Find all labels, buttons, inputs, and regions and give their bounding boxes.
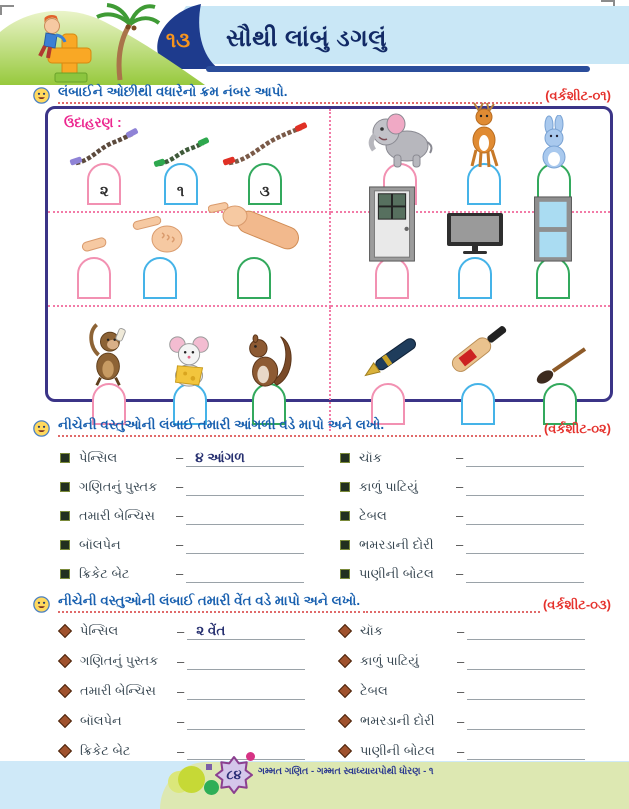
example-item bbox=[82, 319, 136, 425]
finger-icon bbox=[79, 233, 109, 255]
example-cell-objects bbox=[331, 307, 610, 431]
diamond-bullet-icon bbox=[58, 624, 72, 638]
monkey-icon bbox=[82, 319, 136, 389]
elephant-icon bbox=[367, 107, 433, 169]
example-item bbox=[68, 127, 140, 205]
dash: – bbox=[456, 566, 464, 581]
example-item bbox=[534, 115, 574, 205]
square-bullet-icon bbox=[340, 453, 350, 463]
item-label: બૉલપેન bbox=[79, 536, 121, 552]
dash: – bbox=[176, 450, 184, 465]
answer-box[interactable] bbox=[458, 257, 492, 299]
worksheet1-tag: (વર્કશીટ-૦૧) bbox=[545, 88, 611, 103]
list-item bbox=[340, 501, 612, 530]
square-bullet-icon bbox=[340, 540, 350, 550]
example-item bbox=[445, 211, 505, 299]
answer-box[interactable] bbox=[536, 257, 570, 299]
square-bullet-icon bbox=[60, 453, 70, 463]
example-box bbox=[45, 106, 613, 402]
deer-icon bbox=[461, 101, 507, 169]
item-label: ભમરડાની દોરી bbox=[359, 536, 434, 552]
square-bullet-icon bbox=[60, 511, 70, 521]
dash: – bbox=[456, 537, 464, 552]
square-bullet-icon bbox=[60, 540, 70, 550]
example-label: ઉદાહરણ : bbox=[64, 115, 122, 130]
squirrel-icon bbox=[243, 329, 295, 389]
answer-value: ૨ વેંત bbox=[196, 623, 226, 638]
example-cell-furniture bbox=[331, 213, 610, 307]
example-cell-hands bbox=[48, 213, 331, 307]
answer-box[interactable] bbox=[237, 257, 271, 299]
list-item bbox=[60, 472, 340, 501]
item-label: પાણીની બોટલ bbox=[360, 743, 435, 758]
dash: – bbox=[176, 537, 184, 552]
example-item bbox=[132, 209, 188, 299]
mouse-with-cheese-icon bbox=[163, 333, 217, 389]
answer-value: ૪ આંગળ bbox=[195, 449, 245, 465]
item-label: ક્રિકેટ બેટ bbox=[79, 565, 130, 581]
fountain-pen-icon bbox=[352, 329, 424, 389]
diamond-bullet-icon bbox=[338, 624, 352, 638]
answer-line[interactable] bbox=[186, 536, 304, 554]
square-bullet-icon bbox=[60, 569, 70, 579]
item-label: ચૉક bbox=[359, 449, 382, 465]
paint-brush-icon bbox=[531, 343, 589, 389]
dash: – bbox=[456, 450, 464, 465]
item-label: ગણિતનું પુસ્તક bbox=[79, 478, 158, 494]
title-underline-bar bbox=[206, 66, 590, 72]
item-label: ગણિતનું પુસ્તક bbox=[80, 653, 159, 668]
footer-circle-yellow-green bbox=[178, 766, 205, 793]
door-icon bbox=[367, 185, 417, 263]
answer-box[interactable] bbox=[77, 257, 111, 299]
answer-line[interactable] bbox=[186, 507, 304, 525]
answer-line[interactable] bbox=[466, 478, 584, 496]
answer-line[interactable] bbox=[467, 682, 585, 700]
rabbit-icon bbox=[534, 115, 574, 169]
list-item bbox=[340, 676, 612, 706]
answer-line[interactable] bbox=[187, 652, 305, 670]
list-item bbox=[60, 706, 340, 736]
item-label: પેન્સિલ bbox=[80, 623, 119, 638]
list-item bbox=[340, 706, 612, 736]
square-bullet-icon bbox=[60, 482, 70, 492]
dash: – bbox=[457, 743, 465, 759]
arm-icon bbox=[208, 197, 300, 255]
diamond-bullet-icon bbox=[338, 654, 352, 668]
worksheet3-tag: (વર્કશીટ-૦૩) bbox=[542, 597, 611, 612]
smiley-icon bbox=[33, 596, 50, 613]
dash: – bbox=[177, 743, 185, 759]
item-label: ચૉક bbox=[360, 623, 383, 638]
square-bullet-icon bbox=[340, 511, 350, 521]
dotted-leader bbox=[387, 421, 541, 437]
answer-line[interactable] bbox=[467, 652, 585, 670]
answer-line[interactable] bbox=[466, 449, 584, 467]
diamond-bullet-icon bbox=[338, 714, 352, 728]
example-item bbox=[221, 121, 309, 205]
worksheet2-tag: (વર્કશીટ-૦૨) bbox=[543, 421, 611, 436]
dash: – bbox=[177, 653, 185, 669]
item-label: ભમરડાની દોરી bbox=[360, 713, 435, 728]
diamond-bullet-icon bbox=[338, 684, 352, 698]
dash: – bbox=[457, 623, 465, 639]
item-label: તમારી બેન્ચિસ bbox=[80, 683, 156, 698]
list-item bbox=[60, 559, 340, 588]
worksheet2-heading bbox=[33, 417, 611, 437]
example-item bbox=[153, 137, 209, 205]
list-item bbox=[60, 530, 340, 559]
dotted-leader bbox=[363, 597, 540, 613]
answer-box[interactable]: ૨ bbox=[87, 163, 121, 205]
example-item bbox=[208, 197, 300, 299]
list-item bbox=[60, 443, 340, 472]
dash: – bbox=[176, 479, 184, 494]
page-number-badge bbox=[214, 755, 254, 795]
worksheet2-instruction: નીચેની વસ્તુઓની લંબાઈ તમારી આંગળી વડે માપો અને લખો. bbox=[58, 417, 384, 437]
dash: – bbox=[177, 683, 185, 699]
dash: – bbox=[457, 713, 465, 729]
answer-line[interactable] bbox=[466, 565, 584, 583]
rope-short-icon bbox=[153, 137, 209, 169]
cricket-bat-icon bbox=[438, 309, 518, 389]
smiley-icon bbox=[33, 420, 50, 437]
list-item bbox=[340, 646, 612, 676]
example-item bbox=[352, 329, 424, 425]
answer-line[interactable] bbox=[467, 622, 585, 640]
worksheet3-heading bbox=[33, 593, 611, 613]
example-item bbox=[438, 309, 518, 425]
list-item bbox=[340, 616, 612, 646]
diamond-bullet-icon bbox=[58, 744, 72, 758]
example-item bbox=[532, 195, 574, 299]
footer-dot-magenta bbox=[246, 752, 255, 761]
worksheet3-instruction: નીચેની વસ્તુઓની લંબાઈ તમારી વેંત વડે માપો અને લખો. bbox=[58, 593, 360, 613]
dash: – bbox=[456, 508, 464, 523]
worksheet3-list bbox=[60, 616, 612, 766]
smiley-icon bbox=[33, 87, 50, 104]
item-label: ટેબલ bbox=[360, 683, 388, 698]
answer-line[interactable] bbox=[186, 449, 304, 467]
dash: – bbox=[457, 653, 465, 669]
item-label: કાળું પાટિયું bbox=[359, 478, 418, 494]
answer-box[interactable]: ૩ bbox=[248, 163, 282, 205]
answer-line[interactable] bbox=[467, 712, 585, 730]
dash: – bbox=[456, 479, 464, 494]
answer-line[interactable] bbox=[467, 742, 585, 760]
window-icon bbox=[532, 195, 574, 263]
answer-line[interactable] bbox=[186, 478, 304, 496]
list-item bbox=[340, 472, 612, 501]
list-item bbox=[60, 501, 340, 530]
page-number: ૮૪ bbox=[226, 767, 242, 782]
answer-box[interactable] bbox=[375, 257, 409, 299]
example-item bbox=[77, 233, 111, 299]
answer-box[interactable]: ૧ bbox=[164, 163, 198, 205]
list-item bbox=[340, 530, 612, 559]
answer-line[interactable] bbox=[466, 507, 584, 525]
example-cell-small-animals bbox=[48, 307, 331, 431]
worksheet1-instruction: લંબાઈને ઓછીથી વધારેનો ક્રમ નંબર આપો. bbox=[58, 84, 288, 104]
item-label: પાણીની બોટલ bbox=[359, 565, 434, 581]
list-item bbox=[60, 646, 340, 676]
rope-long-icon bbox=[221, 121, 309, 169]
answer-box[interactable] bbox=[143, 257, 177, 299]
example-item bbox=[367, 185, 417, 299]
list-item bbox=[60, 676, 340, 706]
item-label: તમારી બેન્ચિસ bbox=[79, 507, 155, 523]
example-item bbox=[163, 333, 217, 425]
dash: – bbox=[457, 683, 465, 699]
diamond-bullet-icon bbox=[58, 654, 72, 668]
example-item bbox=[243, 329, 295, 425]
dash: – bbox=[177, 623, 185, 639]
item-label: ક્રિકેટ બેટ bbox=[80, 743, 131, 758]
square-bullet-icon bbox=[340, 569, 350, 579]
dash: – bbox=[176, 508, 184, 523]
answer-line[interactable] bbox=[187, 622, 305, 640]
example-item bbox=[531, 343, 589, 425]
worksheet1-heading bbox=[33, 84, 611, 104]
list-item bbox=[340, 443, 612, 472]
rope-medium-icon bbox=[68, 127, 140, 169]
footer-square-violet bbox=[206, 764, 212, 770]
example-item bbox=[461, 101, 507, 205]
answer-line[interactable] bbox=[187, 682, 305, 700]
diamond-bullet-icon bbox=[58, 714, 72, 728]
dash: – bbox=[176, 566, 184, 581]
chapter-number: ૧૩ bbox=[165, 29, 191, 52]
item-label: પેન્સિલ bbox=[79, 449, 118, 465]
dash: – bbox=[177, 713, 185, 729]
hand-icon bbox=[132, 209, 188, 255]
diamond-bullet-icon bbox=[338, 744, 352, 758]
answer-line[interactable] bbox=[187, 712, 305, 730]
answer-line[interactable] bbox=[466, 536, 584, 554]
footer-text: ગમ્મત ગણિત - ગમ્મત સ્વાધ્યાયપોથી ધોરણ - ૧ bbox=[258, 766, 434, 777]
item-label: ટેબલ bbox=[359, 507, 387, 523]
list-item bbox=[340, 559, 612, 588]
item-label: કાળું પાટિયું bbox=[360, 653, 419, 668]
television-icon bbox=[445, 211, 505, 255]
answer-line[interactable] bbox=[186, 565, 304, 583]
worksheet2-list bbox=[60, 443, 612, 588]
diamond-bullet-icon bbox=[58, 684, 72, 698]
list-item bbox=[60, 616, 340, 646]
page-title: સૌથી લાંબું ડગલું bbox=[226, 25, 387, 52]
answer-box[interactable] bbox=[467, 163, 501, 205]
item-label: બૉલપેન bbox=[80, 713, 122, 728]
square-bullet-icon bbox=[340, 482, 350, 492]
